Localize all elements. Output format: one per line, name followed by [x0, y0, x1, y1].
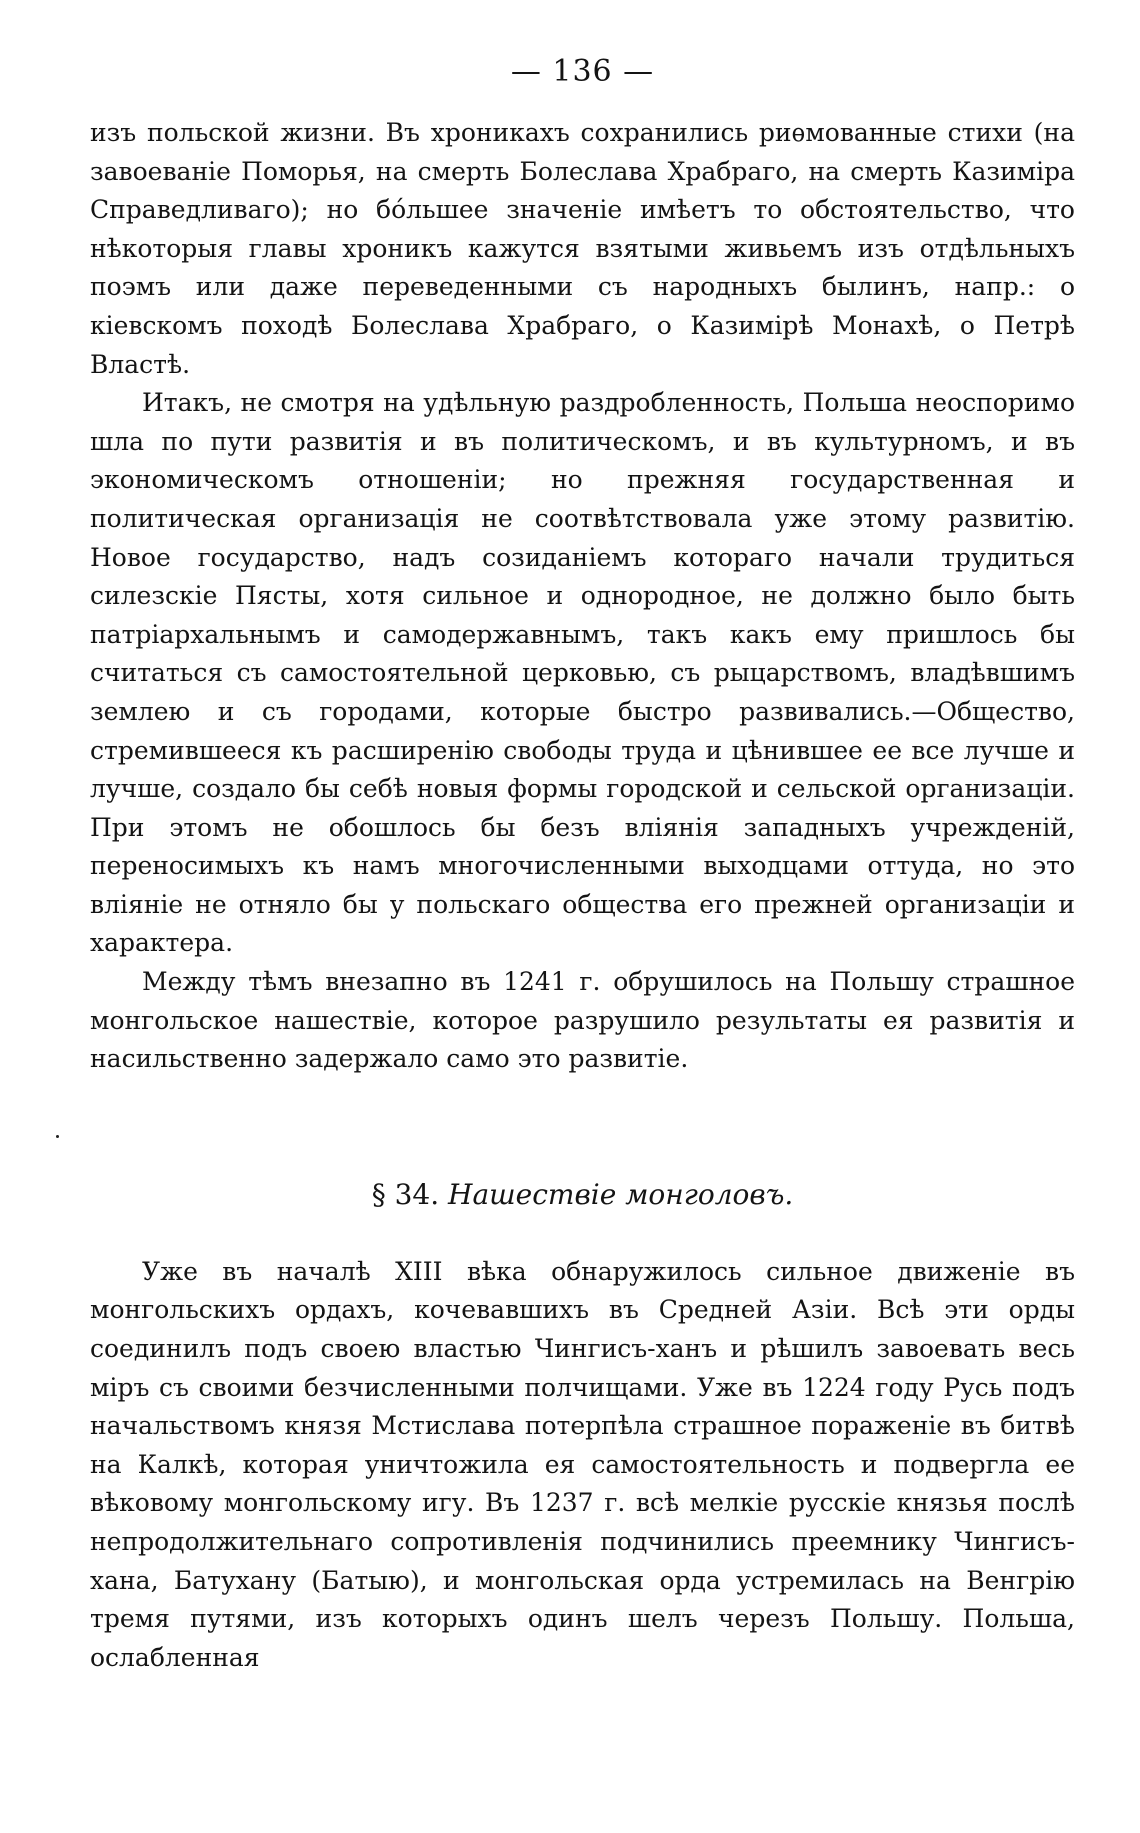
paragraph: Между тѣмъ внезапно въ 1241 г. обрушилось на Польшу страшное монгольское нашествіе, которое разрушило результаты ея развитія и насильственно задержало само это развитіе. [90, 967, 1075, 1074]
page-number: — 136 — [510, 54, 655, 89]
scan-speck [56, 1135, 59, 1138]
paragraph: Уже въ началѣ XIII вѣка обнаружилось сильное движеніе въ монгольскихъ ордахъ, кочевавшихъ въ Средней Азіи. Всѣ эти орды соединилъ подъ своею властью Чингисъ-ханъ и рѣшилъ завоевать весь міръ съ своими безчисленными полчищами. Уже въ 1224 году Русь подъ начальствомъ князя Мстислава потерпѣла страшное пораженіе въ битвѣ на Калкѣ, которая уничтожила ея самостоятельность и подвергла ее вѣковому монгольскому игу. Въ 1237 г. всѣ мелкіе русскіе князья послѣ непродолжительнаго сопротивленія подчинились преемнику Чингисъ-хана, Батухану (Батыю), и монгольская орда устремилась на Венгрію тремя путями, изъ которыхъ одинъ шелъ черезъ Польшу. Польша, ослабленная [90, 1256, 1075, 1672]
section-heading [90, 1175, 1075, 1215]
section-title: Нашествіе монголовъ. [448, 1177, 794, 1211]
section-number: § 34. [371, 1177, 440, 1211]
paragraph: Итакъ, не смотря на удѣльную раздробленность, Польша неоспоримо шла по пути развитія и въ политическомъ, и въ культурномъ, и въ экономическомъ отношеніи; но прежняя государственная и политическая организація не соотвѣтствовала уже этому развитію. Новое государство, надъ созиданіемъ котораго начали трудиться силезскіе Пясты, хотя сильное и однородное, не должно было быть патріархальнымъ и самодержавнымъ, такъ какъ ему пришлось бы считаться съ самостоятельной церковью, съ рыцарствомъ, владѣвшимъ землею и съ городами, которые быстро развивались.—Общество, стремившееся къ расширенію свободы труда и цѣнившее ее все лучше и лучше, создало бы себѣ новыя формы городской и сельской организаціи. При этомъ не обошлось бы безъ вліянія западныхъ учрежденій, переносимыхъ къ намъ многочисленными выходцами оттуда, но это вліяніе не отняло бы у польскаго общества его прежней организаціи и характера. [90, 388, 1075, 958]
book-page [90, 52, 1075, 1677]
paragraph-continued: изъ польской жизни. Въ хроникахъ сохранились риѳмованные стихи (на завоеваніе Поморья, на смерть Болеслава Храбраго, на смерть Казиміра Справедливаго); но бóльшее значеніе имѣетъ то обстоятельство, что нѣкоторыя главы хроникъ кажутся взятыми живьемъ изъ отдѣльныхъ поэмъ или даже переведенными съ народныхъ былинъ, напр.: о кіевскомъ походѣ Болеслава Храбраго, о Казимірѣ Монахѣ, о Петрѣ Властѣ. [90, 118, 1075, 379]
